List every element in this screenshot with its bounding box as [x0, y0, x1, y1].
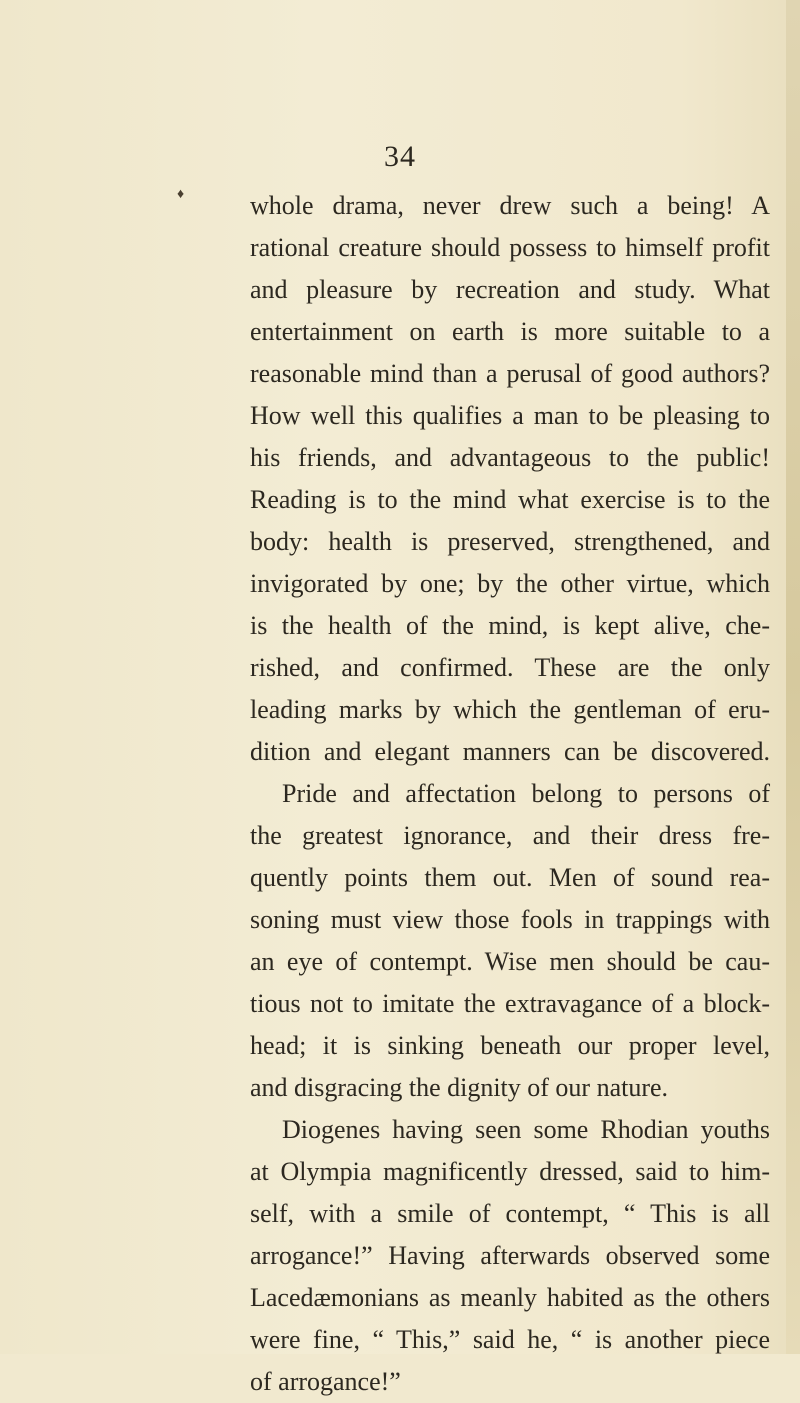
text-line: reasonable mind than a perusal of good authors? — [250, 359, 770, 388]
text-line: rational creature should possess to himself profit — [250, 233, 770, 262]
text-line: self, with a smile of contempt, “ This is all — [250, 1199, 770, 1228]
text-line: at Olympia magnificently dressed, said to him- — [250, 1157, 770, 1186]
text-line: whole drama, never drew such a being! A — [250, 191, 770, 220]
text-line: entertainment on earth is more suitable to a — [250, 317, 770, 346]
text-line: of arrogance!” — [250, 1367, 401, 1396]
text-line: invigorated by one; by the other virtue, which — [250, 569, 770, 598]
text-line: Lacedæmonians as meanly habited as the others — [250, 1283, 770, 1312]
text-line: an eye of contempt. Wise men should be cau- — [250, 947, 770, 976]
text-line: leading marks by which the gentleman of eru- — [250, 695, 770, 724]
text-line: head; it is sinking beneath our proper level, — [250, 1031, 770, 1060]
text-line: How well this qualifies a man to be pleasing to — [250, 401, 770, 430]
text-line: arrogance!” Having afterwards observed some — [250, 1241, 770, 1270]
text-line: tious not to imitate the extravagance of a block- — [250, 989, 770, 1018]
body-text — [250, 185, 770, 1403]
text-line: were fine, “ This,” said he, “ is another piece — [250, 1325, 770, 1354]
text-line: quently points them out. Men of sound rea- — [250, 863, 770, 892]
text-line: soning must view those fools in trappings with — [250, 905, 770, 934]
text-line: the greatest ignorance, and their dress fre- — [250, 821, 770, 850]
text-line: rished, and confirmed. These are the only — [250, 653, 770, 682]
text-line: Pride and affectation belong to persons of — [282, 779, 770, 808]
text-line: Diogenes having seen some Rhodian youths — [282, 1115, 770, 1144]
page-number: 34 — [384, 140, 416, 173]
text-line: body: health is preserved, strengthened, and — [250, 527, 770, 556]
text-line: and disgracing the dignity of our nature. — [250, 1073, 669, 1102]
text-line: dition and elegant manners can be discovered. — [250, 737, 770, 766]
text-line: his friends, and advantageous to the public! — [250, 443, 770, 472]
text-line: is the health of the mind, is kept alive, che- — [250, 611, 770, 640]
text-line: and pleasure by recreation and study. What — [250, 275, 770, 304]
page-edge — [786, 0, 800, 1354]
ink-speck: ♦ — [177, 187, 185, 202]
text-line: Reading is to the mind what exercise is to the — [250, 485, 770, 514]
